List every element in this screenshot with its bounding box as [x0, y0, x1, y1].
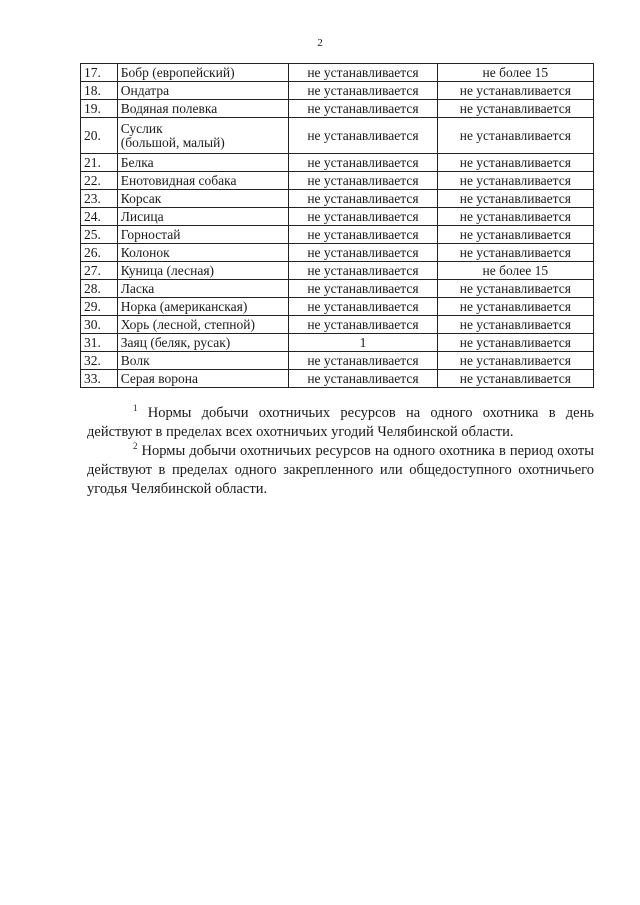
daily-limit: 1: [289, 334, 437, 352]
daily-limit: не устанавливается: [289, 154, 437, 172]
row-number: 26.: [81, 244, 118, 262]
species-name: Корсак: [117, 190, 288, 208]
table-row: [81, 172, 594, 190]
season-limit: не устанавливается: [437, 316, 593, 334]
daily-limit: не устанавливается: [289, 226, 437, 244]
row-number: 31.: [81, 334, 118, 352]
row-number: 20.: [81, 118, 118, 154]
season-limit: не устанавливается: [437, 334, 593, 352]
species-name: Волк: [117, 352, 288, 370]
row-number: 24.: [81, 208, 118, 226]
table-row: [81, 64, 594, 82]
season-limit: не устанавливается: [437, 172, 593, 190]
page-number: 2: [317, 37, 323, 49]
daily-limit: не устанавливается: [289, 352, 437, 370]
season-limit: не устанавливается: [437, 226, 593, 244]
table-row: [81, 316, 594, 334]
season-limit: не устанавливается: [437, 118, 593, 154]
hunting-quota-table: [80, 63, 594, 388]
table-row: [81, 226, 594, 244]
season-limit: не устанавливается: [437, 370, 593, 388]
row-number: 21.: [81, 154, 118, 172]
table-row: [81, 100, 594, 118]
species-name: Колонок: [117, 244, 288, 262]
table-row: [81, 334, 594, 352]
daily-limit: не устанавливается: [289, 190, 437, 208]
table-body: [81, 64, 594, 388]
species-name: Хорь (лесной, степной): [117, 316, 288, 334]
row-number: 17.: [81, 64, 118, 82]
table-row: [81, 298, 594, 316]
table-row: [81, 190, 594, 208]
daily-limit: не устанавливается: [289, 280, 437, 298]
row-number: 28.: [81, 280, 118, 298]
row-number: 18.: [81, 82, 118, 100]
footnote-2: [87, 442, 594, 499]
daily-limit: не устанавливается: [289, 64, 437, 82]
daily-limit: не устанавливается: [289, 316, 437, 334]
species-name: Горностай: [117, 226, 288, 244]
daily-limit: не устанавливается: [289, 172, 437, 190]
row-number: 19.: [81, 100, 118, 118]
row-number: 23.: [81, 190, 118, 208]
species-name: Куница (лесная): [117, 262, 288, 280]
footnote-1-text: Нормы добычи охотничьих ресурсов на одного охотника в день действуют в пределах всех охотничьих угодий Челябинской области.: [87, 405, 594, 440]
species-name: Белка: [117, 154, 288, 172]
daily-limit: не устанавливается: [289, 100, 437, 118]
species-name: Норка (американская): [117, 298, 288, 316]
daily-limit: не устанавливается: [289, 118, 437, 154]
footnote-1-mark: 1: [133, 403, 138, 413]
row-number: 22.: [81, 172, 118, 190]
table-row: [81, 154, 594, 172]
table-row: [81, 208, 594, 226]
season-limit: не устанавливается: [437, 208, 593, 226]
daily-limit: не устанавливается: [289, 298, 437, 316]
season-limit: не более 15: [437, 262, 593, 280]
species-name: Ласка: [117, 280, 288, 298]
season-limit: не устанавливается: [437, 154, 593, 172]
species-name: Лисица: [117, 208, 288, 226]
table-row: [81, 280, 594, 298]
row-number: 29.: [81, 298, 118, 316]
species-name: Водяная полевка: [117, 100, 288, 118]
season-limit: не устанавливается: [437, 298, 593, 316]
table-row: [81, 244, 594, 262]
footnotes: [87, 404, 594, 499]
daily-limit: не устанавливается: [289, 370, 437, 388]
row-number: 33.: [81, 370, 118, 388]
season-limit: не устанавливается: [437, 244, 593, 262]
species-name: Ондатра: [117, 82, 288, 100]
row-number: 25.: [81, 226, 118, 244]
species-name: Бобр (европейский): [117, 64, 288, 82]
table-row: [81, 352, 594, 370]
season-limit: не устанавливается: [437, 100, 593, 118]
daily-limit: не устанавливается: [289, 208, 437, 226]
row-number: 32.: [81, 352, 118, 370]
footnote-1: [87, 404, 594, 442]
daily-limit: не устанавливается: [289, 82, 437, 100]
table-row: [81, 262, 594, 280]
row-number: 27.: [81, 262, 118, 280]
species-name: Суслик (большой, малый): [117, 118, 288, 154]
footnote-2-mark: 2: [133, 441, 138, 451]
season-limit: не устанавливается: [437, 190, 593, 208]
row-number: 30.: [81, 316, 118, 334]
species-name: Заяц (беляк, русак): [117, 334, 288, 352]
table-row: [81, 370, 594, 388]
table-row: [81, 82, 594, 100]
season-limit: не устанавливается: [437, 82, 593, 100]
table-row: [81, 118, 594, 154]
daily-limit: не устанавливается: [289, 262, 437, 280]
season-limit: не более 15: [437, 64, 593, 82]
season-limit: не устанавливается: [437, 280, 593, 298]
species-name: Енотовидная собака: [117, 172, 288, 190]
daily-limit: не устанавливается: [289, 244, 437, 262]
species-name: Серая ворона: [117, 370, 288, 388]
season-limit: не устанавливается: [437, 352, 593, 370]
footnote-2-text: Нормы добычи охотничьих ресурсов на одного охотника в период охоты действуют в пределах одного закрепленного или общедоступного охотничьего угодья Челябинской области.: [87, 443, 594, 497]
